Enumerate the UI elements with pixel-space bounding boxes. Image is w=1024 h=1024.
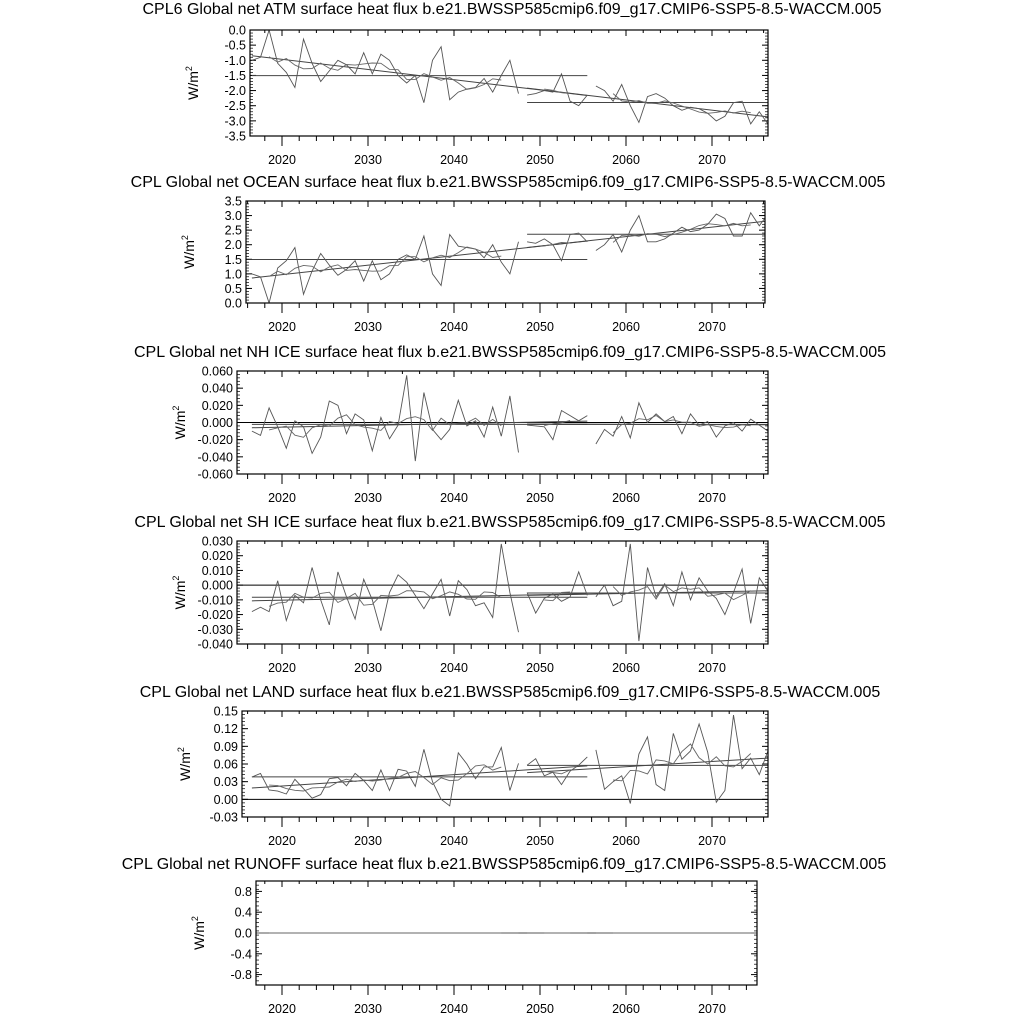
y-tick-label: 3.5	[224, 194, 242, 209]
data-series-segment-3	[596, 85, 768, 124]
panel-2	[131, 174, 886, 334]
x-tick-label: 2050	[526, 834, 554, 848]
x-tick-label: 2040	[440, 153, 468, 167]
y-tick-label: 0.00	[213, 792, 238, 807]
y-tick-label: 0.0	[228, 23, 246, 38]
y-axis-label-unit: W/m	[181, 240, 197, 269]
x-tick-label: 2060	[612, 661, 640, 675]
x-tick-label: 2060	[612, 491, 640, 505]
y-tick-label: -0.03	[209, 810, 238, 825]
y-tick-label: -2.0	[224, 84, 246, 99]
y-axis-label-unit: W/m	[191, 921, 207, 950]
data-series-segment-3	[596, 403, 768, 444]
data-series-segment-2	[527, 411, 587, 440]
y-tick-label: 0.8	[234, 884, 252, 899]
x-tick-label: 2030	[354, 834, 382, 848]
data-series-segment-1	[252, 375, 519, 461]
y-tick-label: 0.4	[234, 905, 252, 920]
y-tick-label: -1.0	[224, 53, 246, 68]
y-axis-label-exponent: 2	[171, 575, 181, 581]
x-tick-label: 2020	[268, 491, 296, 505]
x-tick-label: 2040	[440, 661, 468, 675]
y-tick-label: -0.5	[224, 38, 246, 53]
y-axis-label	[190, 916, 207, 950]
y-axis-label	[180, 235, 197, 269]
x-tick-label: 2060	[612, 320, 640, 334]
y-axis-label	[184, 66, 201, 100]
x-tick-label: 2020	[268, 320, 296, 334]
y-tick-label: -1.5	[224, 68, 246, 83]
y-tick-label: 0.010	[201, 563, 233, 578]
plot-area	[242, 715, 768, 806]
y-tick-label: -0.040	[197, 450, 233, 465]
x-tick-label: 2060	[612, 153, 640, 167]
x-tick-label: 2070	[698, 661, 726, 675]
y-axis-label	[171, 576, 188, 610]
x-tick-label: 2070	[698, 320, 726, 334]
x-tick-label: 2050	[526, 153, 554, 167]
x-tick-label: 2040	[440, 320, 468, 334]
panel-4	[134, 514, 885, 675]
chart-title: CPL Global net LAND surface heat flux b.e21.BWSSP585cmip6.f09_g17.CMIP6-SSP5-8.5-WACCM.005	[139, 684, 881, 701]
chart-title: CPL Global net RUNOFF surface heat flux b.e21.BWSSP585cmip6.f09_g17.CMIP6-SSP5-8.5-WACCM.005	[121, 856, 887, 873]
x-tick-label: 2070	[698, 1002, 726, 1016]
y-tick-label: -0.020	[197, 608, 233, 623]
y-tick-label: 3.0	[224, 209, 242, 224]
x-tick-label: 2020	[268, 1002, 296, 1016]
x-tick-label: 2050	[526, 320, 554, 334]
y-axis-label-unit: W/m	[172, 580, 188, 610]
x-tick-label: 2030	[354, 661, 382, 675]
y-tick-label: -2.5	[224, 99, 246, 114]
x-tick-label: 2030	[354, 320, 382, 334]
y-tick-label: 0.0	[224, 296, 242, 311]
x-tick-label: 2020	[268, 834, 296, 848]
panel-6	[122, 856, 887, 1016]
x-tick-label: 2040	[440, 834, 468, 848]
x-tick-label: 2020	[268, 661, 296, 675]
running-mean-segment-3	[613, 223, 751, 242]
x-tick-label: 2050	[526, 491, 554, 505]
x-tick-label: 2050	[526, 661, 554, 675]
y-tick-label: -0.4	[230, 947, 252, 962]
y-tick-label: 0.000	[201, 578, 233, 593]
y-tick-label: 0.020	[201, 398, 233, 413]
x-tick-label: 2050	[526, 1002, 554, 1016]
running-mean-segment-1	[269, 415, 501, 438]
y-tick-label: 1.5	[224, 252, 242, 267]
running-mean-segment-1	[269, 765, 501, 791]
y-tick-label: -0.010	[197, 593, 233, 608]
x-tick-label: 2060	[612, 834, 640, 848]
y-axis-label-exponent: 2	[176, 747, 186, 753]
y-tick-label: -0.020	[197, 433, 233, 448]
y-tick-label: -0.8	[230, 968, 252, 983]
y-tick-label: 0.12	[213, 722, 238, 737]
y-axis-label	[171, 406, 188, 440]
plot-area	[237, 544, 768, 641]
x-tick-label: 2070	[698, 834, 726, 848]
y-axis-label-unit: W/m	[177, 752, 193, 781]
y-tick-label: -0.040	[197, 637, 233, 652]
plot-area	[252, 30, 768, 124]
x-tick-label: 2040	[440, 491, 468, 505]
x-tick-label: 2070	[698, 491, 726, 505]
plot-area	[252, 213, 768, 303]
data-series-segment-2	[527, 572, 587, 613]
panel-1	[142, 1, 881, 167]
y-tick-label: 0.060	[201, 364, 233, 379]
x-tick-label: 2040	[440, 1002, 468, 1016]
y-tick-label: 0.040	[201, 381, 233, 396]
y-tick-label: 0.020	[201, 549, 233, 564]
chart-title: CPL6 Global net ATM surface heat flux b.e21.BWSSP585cmip6.f09_g17.CMIP6-SSP5-8.5-WACCM.005	[142, 1, 882, 18]
y-tick-label: 0.0	[234, 926, 252, 941]
x-tick-label: 2030	[354, 153, 382, 167]
y-axis-label-exponent: 2	[171, 405, 181, 411]
x-tick-label: 2030	[354, 1002, 382, 1016]
x-tick-label: 2020	[268, 153, 296, 167]
trend-line-2	[527, 424, 768, 425]
y-tick-label: 0.000	[201, 416, 233, 430]
y-axis-label-exponent: 2	[184, 66, 194, 72]
y-tick-label: 1.0	[224, 267, 242, 282]
y-tick-label: 0.03	[213, 775, 238, 790]
y-axis-label-exponent: 2	[190, 916, 200, 922]
y-axis-label-exponent: 2	[180, 235, 190, 241]
y-axis-label-unit: W/m	[172, 410, 188, 440]
panel-5	[140, 684, 881, 848]
y-tick-label: -0.060	[197, 467, 233, 482]
chart-title: CPL Global net SH ICE surface heat flux b.e21.BWSSP585cmip6.f09_g17.CMIP6-SSP5-8.5-WACCM.005	[134, 514, 886, 531]
y-tick-label: 0.5	[224, 281, 242, 296]
y-tick-label: 0.09	[213, 739, 238, 754]
plot-frame	[246, 201, 765, 303]
panel-3	[134, 344, 886, 505]
x-tick-label: 2070	[698, 153, 726, 167]
y-tick-label: -3.5	[224, 129, 246, 144]
chart-title: CPL Global net OCEAN surface heat flux b.e21.BWSSP585cmip6.f09_g17.CMIP6-SSP5-8.5-WACCM.005	[130, 174, 886, 191]
running-mean-segment-3	[613, 744, 751, 781]
y-tick-label: 2.0	[224, 238, 242, 253]
y-tick-label: 0.030	[201, 534, 233, 549]
plot-frame	[250, 30, 768, 136]
x-tick-label: 2060	[612, 1002, 640, 1016]
y-tick-label: -0.030	[197, 622, 233, 637]
chart-title: CPL Global net NH ICE surface heat flux b.e21.BWSSP585cmip6.f09_g17.CMIP6-SSP5-8.5-WACCM.005	[133, 344, 887, 361]
y-tick-label: -3.0	[224, 114, 246, 129]
y-axis-label-unit: W/m	[185, 71, 201, 100]
y-tick-label: 0.06	[213, 757, 238, 772]
x-tick-label: 2030	[354, 491, 382, 505]
data-series-segment-1	[252, 544, 519, 632]
plot-area	[237, 375, 768, 461]
y-tick-label: 0.15	[213, 704, 238, 719]
y-axis-label	[176, 747, 193, 781]
y-tick-label: 2.5	[224, 223, 242, 238]
